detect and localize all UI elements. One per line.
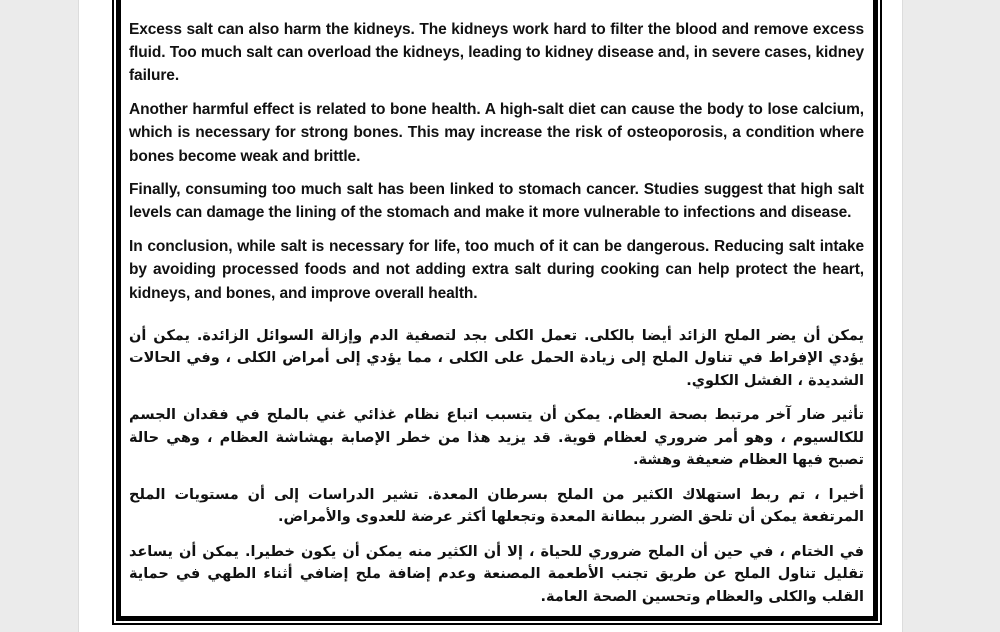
arabic-text-block bbox=[129, 325, 864, 609]
arabic-paragraph-conclusion: في الختام ، في حين أن الملح ضروري للحياة ، إلا أن الكثير منه يمكن أن يكون خطيرا. يمكن أن يساعد تقليل تناول الملح عن طريق تجنب الأطعمة المصنعة وعدم إضافة ملح إضافي أثناء الطهي في حماية القلب والكلى والعظام وتحسين الصحة العامة. bbox=[129, 543, 864, 605]
page-border-inner bbox=[116, 0, 878, 621]
document-page[interactable] bbox=[78, 0, 903, 632]
english-paragraph-stomach: Finally, consuming too much salt has been linked to stomach cancer. Studies suggest that high salt levels can damage the lining of the stomach and make it more vulnerable to infections and disease. bbox=[129, 181, 864, 222]
arabic-paragraph-stomach: أخيرا ، تم ربط استهلاك الكثير من الملح بسرطان المعدة. تشير الدراسات إلى أن مستويات الملح المرتفعة يمكن أن تلحق الضرر ببطانة المعدة وتجعلها أكثر عرضة للعدوى والأمراض. bbox=[129, 486, 864, 526]
page-border bbox=[112, 0, 882, 625]
english-paragraph-conclusion: In conclusion, while salt is necessary for life, too much of it can be dangerous. Reducing salt intake by avoiding processed foods and not adding extra salt during cooking can help protect the heart, kidneys, and bones, and improve overall health. bbox=[129, 238, 864, 302]
english-text-block bbox=[129, 18, 864, 305]
arabic-paragraph-kidneys: يمكن أن يضر الملح الزائد أيضا بالكلى. تعمل الكلى بجد لتصفية الدم وإزالة السوائل الزائدة. يمكن أن يؤدي الإفراط في تناول الملح إلى زيادة الحمل على الكلى ، مما يؤدي إلى أمراض الكلى ، وفي الحالات الشديدة ، الفشل الكلوي. bbox=[129, 327, 864, 389]
english-paragraph-kidneys: Excess salt can also harm the kidneys. The kidneys work hard to filter the blood and remove excess fluid. Too much salt can overload the kidneys, leading to kidney disease and, in severe cases, kidney failure. bbox=[129, 21, 864, 85]
arabic-paragraph-bones: تأثير ضار آخر مرتبط بصحة العظام. يمكن أن يتسبب اتباع نظام غذائي غني بالملح في فقدان الجسم للكالسيوم ، وهو أمر ضروري لعظام قوية. قد يزيد هذا من خطر الإصابة بهشاشة العظام ، وهي حالة تصبح فيها العظام ضعيفة وهشة. bbox=[129, 407, 864, 469]
english-paragraph-bones: Another harmful effect is related to bone health. A high-salt diet can cause the body to lose calcium, which is necessary for strong bones. This may increase the risk of osteoporosis, a condition where bones become weak and brittle. bbox=[129, 101, 864, 165]
